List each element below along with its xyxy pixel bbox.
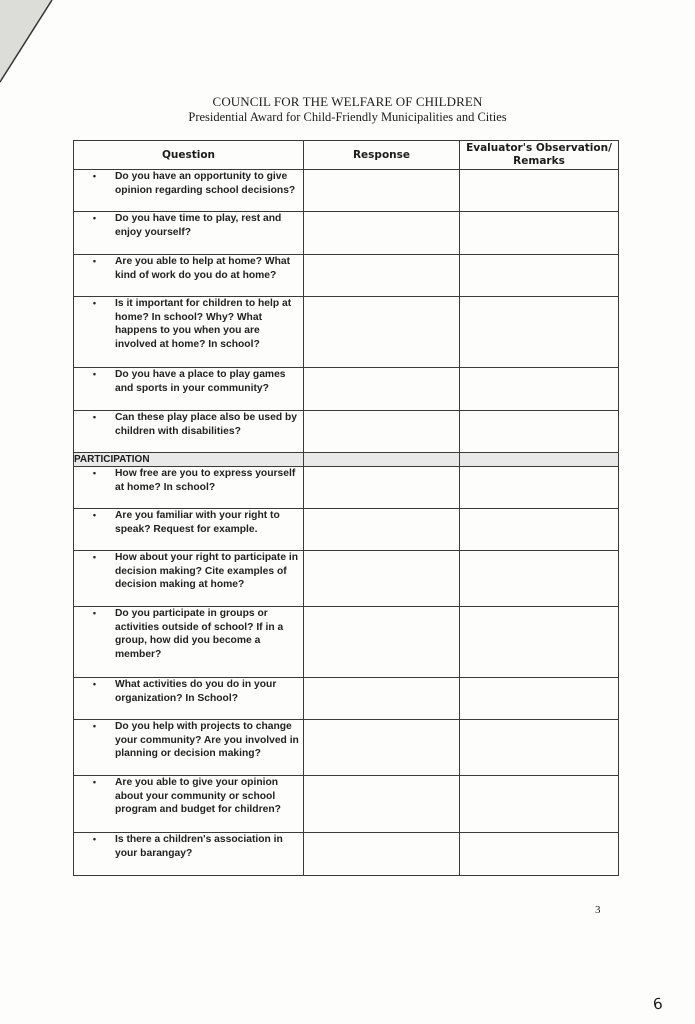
- interview-table: [73, 140, 619, 876]
- bullet-icon: •: [92, 777, 97, 787]
- question-row: [74, 509, 619, 551]
- bullet-icon: •: [92, 608, 97, 618]
- remarks-cell[interactable]: [460, 411, 619, 453]
- response-cell[interactable]: [304, 509, 460, 551]
- question-text: Do you have time to play, rest and enjoy yourself?: [115, 213, 282, 238]
- question-cell: [74, 776, 304, 833]
- question-cell: [74, 255, 304, 297]
- question-text: Are you able to give your opinion about your community or school program and budget for children?: [115, 777, 281, 816]
- section-blank-cell: [460, 453, 619, 467]
- remarks-cell[interactable]: [460, 776, 619, 833]
- question-cell: [74, 411, 304, 453]
- organization-title: COUNCIL FOR THE WELFARE OF CHILDREN: [212, 94, 483, 109]
- question-text: Is it important for children to help at home? In school? Why? What happens to you when you are involved at home? In school?: [115, 298, 292, 350]
- bullet-icon: •: [92, 171, 97, 181]
- remarks-cell[interactable]: [460, 297, 619, 368]
- bullet-icon: •: [92, 552, 97, 562]
- bullet-icon: •: [92, 369, 97, 379]
- response-cell[interactable]: [304, 678, 460, 720]
- question-text: Is there a children's association in your barangay?: [115, 834, 283, 859]
- section-row: [74, 453, 619, 467]
- question-row: [74, 776, 619, 833]
- bullet-icon: •: [92, 834, 97, 844]
- remarks-cell[interactable]: [460, 368, 619, 411]
- table-body: [74, 170, 619, 876]
- question-text: Do you have an opportunity to give opinion regarding school decisions?: [115, 171, 296, 196]
- remarks-cell[interactable]: [460, 833, 619, 876]
- question-row: [74, 467, 619, 509]
- remarks-cell[interactable]: [460, 551, 619, 607]
- response-cell[interactable]: [304, 720, 460, 776]
- question-cell: [74, 833, 304, 876]
- bullet-icon: •: [92, 412, 97, 422]
- question-cell: [74, 368, 304, 411]
- question-row: [74, 678, 619, 720]
- bullet-icon: •: [92, 298, 97, 308]
- section-title: PARTICIPATION: [74, 453, 304, 467]
- column-header-response: Response: [304, 141, 460, 170]
- question-text: How about your right to participate in decision making? Cite examples of decision making at home?: [115, 552, 299, 591]
- section-blank-cell: [304, 453, 460, 467]
- remarks-cell[interactable]: [460, 509, 619, 551]
- question-text: Do you participate in groups or activities outside of school? If in a group, how did you become a member?: [115, 608, 284, 660]
- remarks-cell[interactable]: [460, 212, 619, 255]
- response-cell[interactable]: [304, 368, 460, 411]
- remarks-cell[interactable]: [460, 467, 619, 509]
- response-cell[interactable]: [304, 551, 460, 607]
- question-cell: [74, 297, 304, 368]
- question-text: Can these play place also be used by children with disabilities?: [115, 412, 297, 437]
- bullet-icon: •: [92, 213, 97, 223]
- response-cell[interactable]: [304, 607, 460, 678]
- column-header-remarks: Evaluator's Observation/ Remarks: [460, 141, 619, 170]
- question-row: [74, 170, 619, 212]
- response-cell[interactable]: [304, 170, 460, 212]
- bullet-icon: •: [92, 510, 97, 520]
- remarks-cell[interactable]: [460, 720, 619, 776]
- question-cell: [74, 607, 304, 678]
- response-cell[interactable]: [304, 212, 460, 255]
- award-subtitle: Presidential Award for Child-Friendly Municipalities and Cities: [188, 110, 507, 124]
- response-cell[interactable]: [304, 833, 460, 876]
- question-text: Are you familiar with your right to speak? Request for example.: [115, 510, 280, 535]
- bullet-icon: •: [92, 679, 97, 689]
- question-cell: [74, 509, 304, 551]
- question-text: Are you able to help at home? What kind of work do you do at home?: [115, 256, 291, 281]
- question-row: [74, 411, 619, 453]
- remarks-cell[interactable]: [460, 170, 619, 212]
- response-cell[interactable]: [304, 467, 460, 509]
- question-text: Do you have a place to play games and sports in your community?: [115, 369, 286, 394]
- question-text: Do you help with projects to change your community? Are you involved in planning or decision making?: [115, 721, 299, 760]
- response-cell[interactable]: [304, 255, 460, 297]
- bullet-icon: •: [92, 721, 97, 731]
- column-header-question: Question: [74, 141, 304, 170]
- handwritten-page-number: 6: [651, 994, 664, 1014]
- question-row: [74, 368, 619, 411]
- table-header-row: [74, 141, 619, 170]
- response-cell[interactable]: [304, 297, 460, 368]
- response-cell[interactable]: [304, 411, 460, 453]
- question-cell: [74, 720, 304, 776]
- remarks-cell[interactable]: [460, 255, 619, 297]
- page-number: 3: [595, 904, 601, 916]
- bullet-icon: •: [92, 256, 97, 266]
- question-row: [74, 212, 619, 255]
- question-row: [74, 551, 619, 607]
- question-row: [74, 255, 619, 297]
- question-row: [74, 607, 619, 678]
- remarks-cell[interactable]: [460, 678, 619, 720]
- question-cell: [74, 467, 304, 509]
- question-row: [74, 297, 619, 368]
- remarks-cell[interactable]: [460, 607, 619, 678]
- document-header: [0, 94, 695, 125]
- question-cell: [74, 678, 304, 720]
- question-cell: [74, 170, 304, 212]
- page-corner-fold: [0, 0, 60, 90]
- question-row: [74, 720, 619, 776]
- question-row: [74, 833, 619, 876]
- question-cell: [74, 212, 304, 255]
- question-cell: [74, 551, 304, 607]
- question-text: What activities do you do in your organization? In School?: [115, 679, 277, 704]
- response-cell[interactable]: [304, 776, 460, 833]
- bullet-icon: •: [92, 468, 97, 478]
- question-text: How free are you to express yourself at home? In school?: [115, 468, 296, 493]
